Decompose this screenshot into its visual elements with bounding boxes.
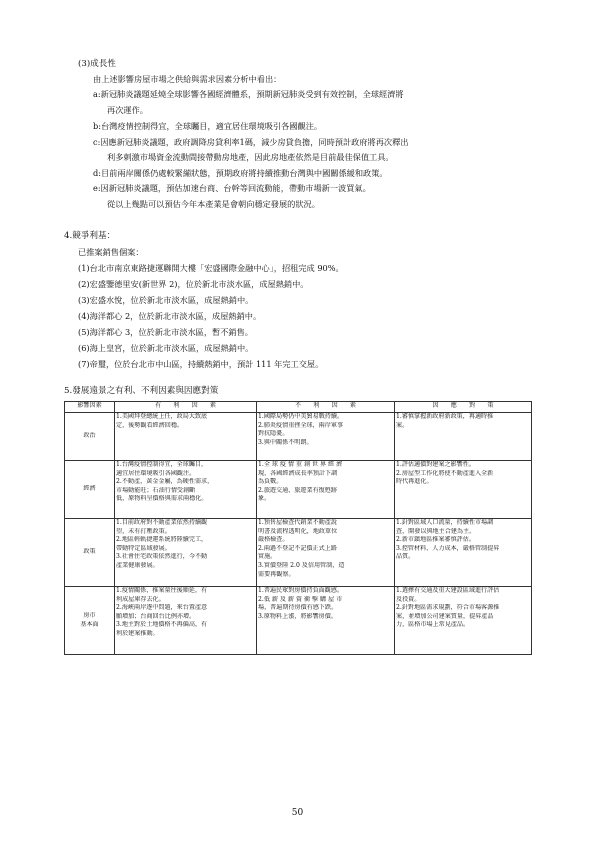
cell-line: 2.低 薪 及 薪 資 衝 擊 購 屋 市 <box>258 595 343 603</box>
cell-line: 利於建案推動。 <box>116 629 159 637</box>
cell-line: 基本面 <box>80 620 99 628</box>
cell-line: 現，各國經濟成長率預計下調 <box>258 469 338 477</box>
unfavorable-cell <box>257 519 395 587</box>
cell-line: 3.實價登陸 2.0 及信用管制，造 <box>258 561 345 569</box>
factor-cell <box>65 413 115 461</box>
favorable-cell <box>115 461 257 519</box>
cell-line: 1.美國拜登總統上任，政局大致底 <box>116 413 208 420</box>
strategy-cell <box>395 587 532 655</box>
cell-line: 力，區格市場上常見產品。 <box>396 621 470 629</box>
cell-line: 1.審慎掌握新政府新政策，再適時推 <box>396 413 494 420</box>
cell-line: 3.控管材料、人力成本，嚴格管制提昇 <box>396 544 500 552</box>
cell-line: 象。 <box>258 495 271 503</box>
cell-line: 嚴格檢查。 <box>258 536 289 544</box>
strategy-cell <box>395 461 532 519</box>
cell-line: 案，並增加公司建案質量，提昇產品 <box>396 612 494 620</box>
cell-line: 品質。 <box>396 553 415 561</box>
cell-line: 1.普遍民眾對房價持負面觀感。 <box>258 587 344 594</box>
growth-line: c:因應新冠肺炎議題，政府調降房貸利率1碼，減少房貸負擔，同時預計政府將再次釋出 <box>93 137 409 147</box>
project-item: (2)宏盛鑒德里安(新世界 2)，位於新北市淡水區，成屋熱銷中。 <box>78 279 309 289</box>
cell-line: 1.預售屋檢查代銷業不動產說 <box>258 519 337 526</box>
cell-line: 2.不動產，黃金金屬，為硬性需求， <box>116 478 214 486</box>
cell-line: 場，普遍期待房價有感下跌。 <box>258 604 338 612</box>
favorable-cell <box>115 587 257 655</box>
cell-line: 實施。 <box>258 553 277 561</box>
growth-line: e:因新冠肺炎議題，預估加速台商、台幹等回流動能，帶動市場新一波買氣。 <box>93 183 371 193</box>
cell-line: 定，後勢觀看經濟回穩。 <box>116 421 184 429</box>
cell-line: 帶動特定區域發展。 <box>116 544 171 552</box>
unfavorable-cell <box>257 413 395 461</box>
factor-cell <box>65 587 115 655</box>
cell-line: 2.新市鎮地區推案審慎評估。 <box>396 536 475 544</box>
project-item: (5)海洋都心 3，位於新北市淡水區，暫不銷售。 <box>78 327 253 337</box>
cell-line: 需要再觀察。 <box>258 570 295 578</box>
factor-cell <box>65 519 115 587</box>
cell-line: 2.地區輕軌捷運系統將陸續完工， <box>116 536 208 544</box>
unfavorable-cell <box>257 461 395 519</box>
project-item: (3)宏盛水悅，位於新北市淡水區，成屋熱銷中。 <box>78 295 254 305</box>
cell-line: 1.目前政府對不動產業依然持續觀 <box>116 519 208 526</box>
header-favorable: 有 利 因 素 <box>115 402 257 413</box>
outlook-table <box>64 401 532 655</box>
cell-line: 1.針對區域人口流量，持續性市場調 <box>396 519 494 526</box>
table-row <box>65 413 532 461</box>
cell-line: 1.選擇有交通及重大建設區域進行評估 <box>396 587 500 594</box>
growth-line: a:新冠肺炎議題延燒全球影響各國經濟體系，預期新冠肺炎受到有效控制，全球經濟將 <box>93 89 404 99</box>
cell-line: 案。 <box>396 421 409 429</box>
project-item: (7)帝璽，位於台北市中山區，持續熱銷中，預計 111 年完工交屋。 <box>78 359 324 369</box>
cell-line: 2.旅遊交通、旅遊業有復甦跡 <box>258 486 337 494</box>
table-row <box>65 587 532 655</box>
growth-line: 再次運作。 <box>107 105 148 115</box>
cell-line: 政治 <box>83 432 96 440</box>
cell-line: 願增加；台商回台比例亦增。 <box>116 612 196 620</box>
cell-line: 1.疫情關係，推案量往後順延，有 <box>116 587 208 594</box>
cell-line: 時代再進化。 <box>396 478 433 486</box>
header-strategy: 因 應 對 策 <box>395 402 532 413</box>
cell-line: 2.針對地區需求規劃，符合市場客源推 <box>396 604 500 612</box>
project-item: (4)海洋都心 2，位於新北市淡水區，成屋熱銷中。 <box>78 311 262 321</box>
favorable-cell <box>115 519 257 587</box>
cell-line: 適宜居住環境吸引各國觀注。 <box>116 469 196 477</box>
header-unfavorable: 不 利 因 素 <box>257 402 395 413</box>
page-number: 50 <box>291 808 304 818</box>
cell-line: 1.評估適價對建案之影響性。 <box>396 461 475 468</box>
cell-line: 低，原物料呈價格與需求兩穩化。 <box>116 495 208 503</box>
growth-heading: (3)成長性 <box>78 59 116 69</box>
growth-line: d:目前兩岸關係仍處較緊繃狀態，預期政府將持續推動台灣與中國關係緩和政策。 <box>93 168 388 178</box>
cell-line: 3.與中關係不明朗。 <box>258 438 313 446</box>
table-row <box>65 519 532 587</box>
cell-line: 查，開發以與地主合建為主。 <box>396 527 476 535</box>
cell-line: 望，未有打壓政策。 <box>116 527 171 535</box>
cell-line: 2.海峽兩岸逐中問題，來台置產意 <box>116 604 208 612</box>
cell-line: 市場動能旺；石油行情受創斷 <box>116 486 196 494</box>
cell-line: 1.國際局勢仍中美貿易戰持續。 <box>258 413 344 420</box>
factor-cell <box>65 461 115 519</box>
cell-line: 為負數。 <box>258 478 283 486</box>
cell-line: 3.社會住宅政策依然進行，今不動 <box>116 553 208 561</box>
cell-line: 及投資。 <box>396 595 421 603</box>
cell-line: 政策 <box>83 548 96 556</box>
cell-line: 3.原物料上漲，將影響房價。 <box>258 612 337 620</box>
cell-line: 1.台灣疫情控制得宜，全球矚目， <box>116 461 208 468</box>
cell-line: 2.肺炎疫情重挫全球，兩岸軍事 <box>258 421 344 429</box>
cell-line: 房市 <box>83 611 96 619</box>
strategy-cell <box>395 519 532 587</box>
table-row <box>65 461 532 519</box>
competition-subheading: 已推案銷售個案： <box>78 247 144 257</box>
cell-line: 2.房屋型工作化將使不動產進入全新 <box>396 469 494 477</box>
outlook-table-body <box>65 413 532 655</box>
header-factor: 影響因素 <box>65 402 115 413</box>
cell-line: 3.地主對於土地價格不再偏高，有 <box>116 621 208 629</box>
cell-line: 經濟 <box>83 485 96 493</box>
unfavorable-cell <box>257 587 395 655</box>
cell-line: 利成屋庫存去化。 <box>116 595 165 603</box>
project-item: (1)台北市南京東路捷運聯開大樓「宏盛國際金融中心」，招租完成 90%。 <box>78 263 344 273</box>
competition-heading: 4.競爭利基： <box>64 231 116 241</box>
outlook-heading: 5.發展遠景之有利、不利因素與因應對策 <box>64 386 219 396</box>
table-header-row <box>65 402 532 413</box>
growth-intro: 由上述影響房屋市場之供給與需求因素分析中看出： <box>93 74 282 84</box>
growth-line: b:台灣疫情控制得宜，全球矚目，適宜居住環境吸引各國觀注。 <box>93 121 323 131</box>
growth-conclusion: 從以上幾點可以預估今年本產業是會朝向穩定發展的狀況。 <box>107 199 320 209</box>
project-item: (6)海上皇宮，位於新北市淡水區，成屋熱銷中。 <box>78 343 254 353</box>
cell-line: 1.全 球 疫 情 重 創 世 界 經 濟 <box>258 461 343 468</box>
cell-line: 產業健康發展。 <box>116 561 159 569</box>
cell-line: 對抗隱憂。 <box>258 430 289 438</box>
strategy-cell <box>395 413 532 461</box>
growth-line: 利多刺激市場資金流動間接帶動房地產，因此房地產依然是目前最佳保值工具。 <box>107 152 394 162</box>
favorable-cell <box>115 413 257 461</box>
cell-line: 2.兩過不登記不記價正式上路 <box>258 544 337 552</box>
cell-line: 明書及流程透明化，地政單位 <box>258 527 338 535</box>
